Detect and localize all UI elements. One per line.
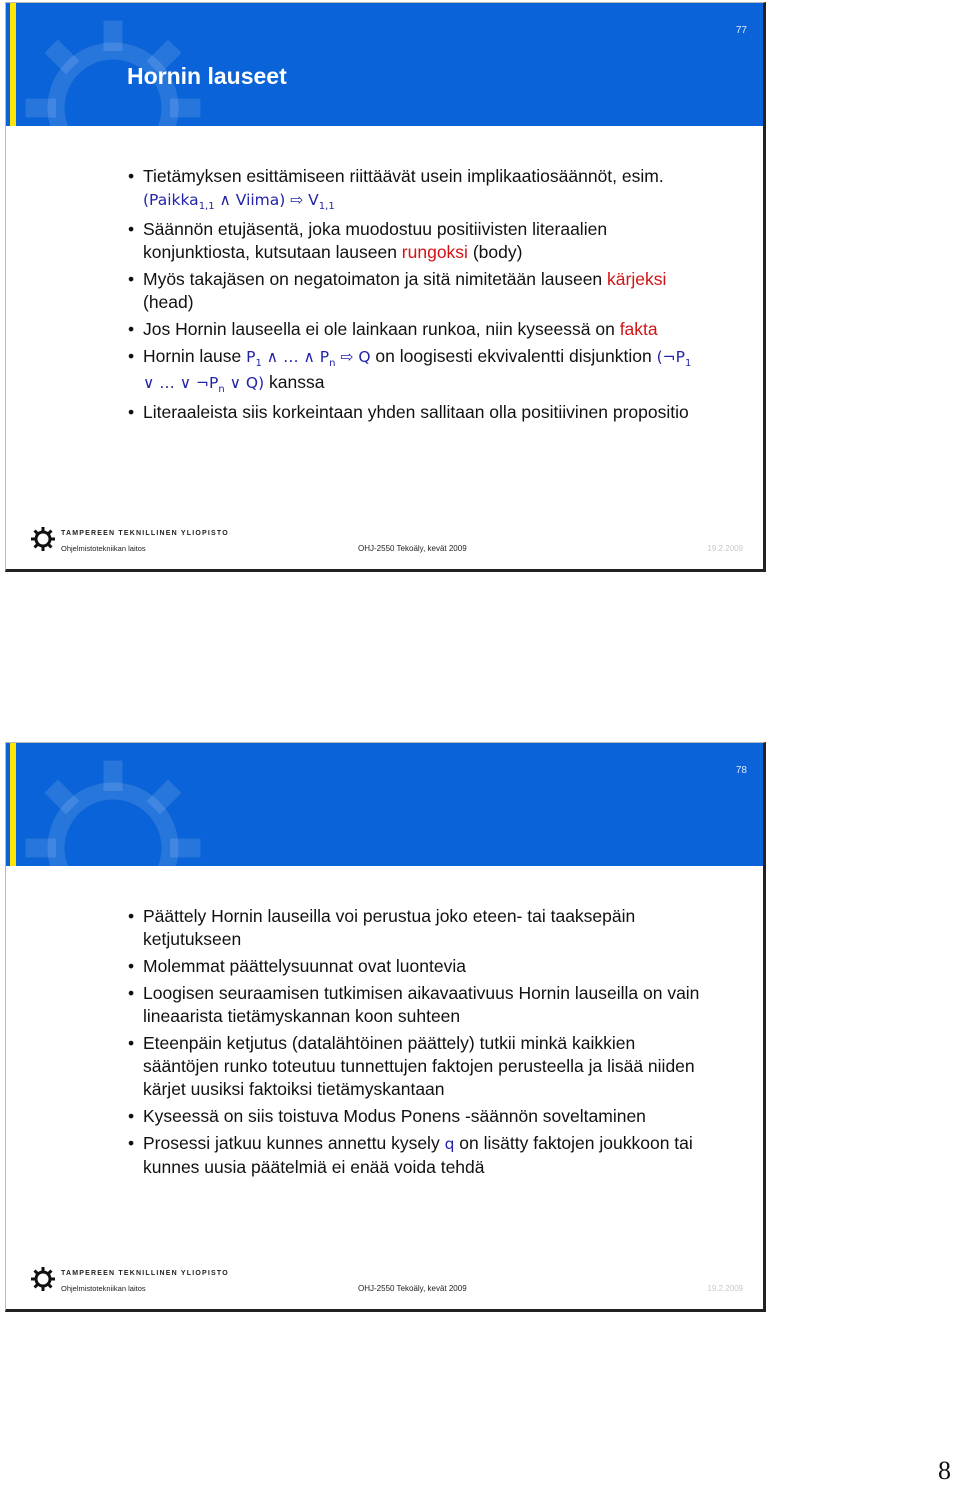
list-item: • Hornin lause $P_1$ ∧ … ∧ $P_n$ ⇨ Q on loogisesti ekvivalentti disjunktion ($\neg P_1$ ∨ … ∨ $\neg P_n$ ∨ Q) kanssa: [128, 345, 703, 397]
slide-footer: [31, 1267, 745, 1301]
department-name: Ohjelmistotekniikan laitos: [61, 1284, 146, 1293]
slide-number: 78: [735, 765, 747, 776]
disjunction-formula: ($\neg P_1$ ∨ … ∨ $\neg P_n$ ∨ Q): [143, 348, 692, 395]
term-highlight: fakta: [619, 319, 658, 339]
list-item: • Loogisen seuraamisen tutkimisen aikavaativuus Hornin lauseilla on vain lineaarista tietämyskannan koon suhteen: [128, 982, 703, 1028]
page-number: 8: [938, 1456, 951, 1485]
university-name: TAMPEREEN TEKNILLINEN YLIOPISTO: [61, 530, 229, 537]
list-item: • Jos Hornin lauseella ei ole lainkaan runkoa, niin kyseessä on fakta: [128, 318, 703, 341]
bullet-text: Tietämyksen esittämiseen riittäävät usein implikaatiosäännöt, esim.: [143, 166, 664, 186]
bullet-list: [128, 905, 703, 1183]
slide-accent-stripe: [10, 3, 16, 126]
slide-footer: [31, 527, 745, 561]
slide-77: [5, 2, 766, 572]
query-symbol: q: [444, 1135, 455, 1153]
course-name: OHJ-2550 Tekoäly, kevät 2009: [358, 544, 467, 553]
list-item: • Literaaleista siis korkeintaan yhden sallitaan olla positiivinen propositio: [128, 401, 703, 424]
slide-accent-stripe: [10, 743, 16, 866]
horn-formula: (Paikka$_{1,1}$ ∧ Viima) ⇨ $V_{1,1}$: [143, 191, 335, 212]
slide-date: 19.2.2009: [707, 1284, 743, 1293]
slide-date: 19.2.2009: [707, 544, 743, 553]
course-name: OHJ-2550 Tekoäly, kevät 2009: [358, 1284, 467, 1293]
tut-gear-logo-icon: [31, 527, 55, 551]
list-item: • Molemmat päättelysuunnat ovat luontevia: [128, 955, 703, 978]
slide-78: [5, 742, 766, 1312]
term-highlight: kärjeksi: [607, 269, 667, 289]
list-item: • Kyseessä on siis toistuva Modus Ponens -säännön soveltaminen: [128, 1105, 703, 1128]
list-item: • Päättely Hornin lauseilla voi perustua joko eteen- tai taaksepäin ketjutukseen: [128, 905, 703, 951]
tut-gear-logo-icon: [31, 1267, 55, 1291]
list-item: • Säännön etujäsentä, joka muodostuu positiivisten literaalien konjunktiosta, kutsutaan lauseen rungoksi (body): [128, 218, 703, 264]
slide-title: Hornin lauseet: [127, 63, 287, 89]
list-item: • Eteenpäin ketjutus (datalähtöinen päättely) tutkii minkä kaikkien sääntöjen runko toteutuu tunnettujen faktojen perusteella ja lisää niiden kärjet uusiksi faktoiksi tietämyskantaan: [128, 1032, 703, 1101]
horn-clause-formula: $P_1$ ∧ … ∧ $P_n$ ⇨ Q: [246, 348, 371, 369]
slide-number: 77: [735, 25, 747, 36]
list-item: • Prosessi jatkuu kunnes annettu kysely q on lisätty faktojen joukkoon tai kunnes uusia päätelmiä ei enää voida tehdä: [128, 1132, 703, 1179]
university-name: TAMPEREEN TEKNILLINEN YLIOPISTO: [61, 1270, 229, 1277]
list-item: [128, 165, 703, 214]
term-highlight: rungoksi: [401, 242, 468, 262]
department-name: Ohjelmistotekniikan laitos: [61, 544, 146, 553]
bullet-list: [128, 165, 703, 428]
list-item: • Myös takajäsen on negatoimaton ja sitä nimitetään lauseen kärjeksi (head): [128, 268, 703, 314]
